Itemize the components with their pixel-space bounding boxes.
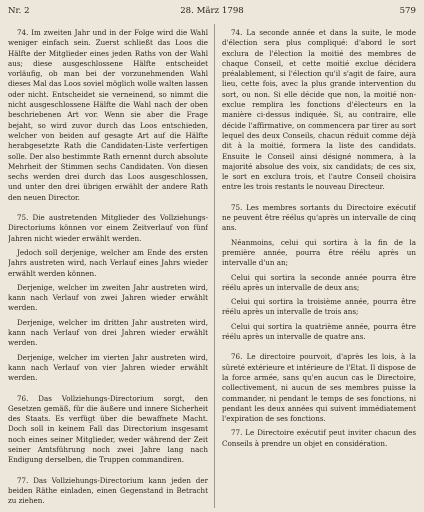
- article-76-de: 76. Das Vollziehungs-Directorium sorgt, den Gesetzen gemäß, für die äußere und innere Sicherheit des Staats. Es verfügt über die bewaffnete Macht. Doch soll in keinem Fall das Directorium insgesamt noch eines seiner Mitglieder, weder während der Zeit seiner Amtsführung noch zwei Jahre lang nach Endigung derselben, die Truppen commandiren.: [8, 393, 208, 465]
- paragraph-de: Derjenige, welcher im dritten Jahr austreten wird, kann nach Verlauf von drei Jahren wieder erwählt werden.: [8, 317, 208, 348]
- paragraph-de: Derjenige, welcher im zweiten Jahr austreten wird, kann nach Verlauf von zwei Jahren wieder erwählt werden.: [8, 282, 208, 313]
- article-75-de: 75. Die austretenden Mitglieder des Vollziehungs-Directoriums können vor einem Zeitverlauf von fünf Jahren nicht wieder erwählt werden.: [8, 213, 208, 243]
- french-text-column: [222, 28, 416, 510]
- article-75-fr: 75. Les membres sortants du Directoire exécutif ne peuvent être réélus qu'après un intervalle de cinq ans.: [222, 202, 416, 233]
- paragraph-de: Jedoch soll derjenige, welcher am Ende des ersten Jahrs austreten wird, nach Verlauf eines Jahrs wieder erwählt werden können.: [8, 247, 208, 278]
- paragraph-fr: Celui qui sortira la seconde année pourra être réélu après un intervalle de deux ans;: [222, 272, 416, 292]
- page-number: 579: [399, 6, 416, 16]
- article-77-fr: 77. Le Directoire exécutif peut inviter chacun des Conseils à prendre un objet en considération.: [222, 428, 416, 448]
- german-text-column: [8, 28, 208, 510]
- article-76-fr: 76. Le directoire pourvoit, d'après les lois, à la sûreté extérieure et intérieure de l'Etat. Il dispose de la force armée, sans qu'en aucun cas le Directoire, collectivement, ni aucun de ses membres puisse la commander, ni pendant le temps de ses fonctions, ni pendant les deux années qui suivent immédiatement l'expiration de ses fonctions.: [222, 352, 416, 424]
- article-74-fr: 74. La seconde année et dans la suite, le mode d'élection sera plus compliqué: d'abord le sort exclura de l'élection la moitié des membres de chaque Conseil, et cette moitié exclue décidera préalablement, si l'élection qu'il s'agit de faire, aura lieu, cette fois, avec la plus grande intervention du sort, ou non. Si elle décide que non, la moitié non-exclue remplira les fonctions d'électeurs en la manière ci-dessus indiquée. Si, au contraire, elle décide l'affirmative, on commencera par tirer au sort lequel des deux Conseils, chacun réduit comme déjà dit à la moitié, formera la liste des candidats. Ensuite le Conseil ainsi désigné nommera, à la majorité absolue des voix, six candidats; de ces six, le sort en exclura trois, et l'autre Conseil choisira entre les trois restants le nouveau Directeur.: [222, 28, 416, 192]
- paragraph-de: Derjenige, welcher im vierten Jahr austreten wird, kann nach Verlauf von vier Jahren wieder erwählt werden.: [8, 352, 208, 383]
- page-header: [8, 4, 416, 18]
- article-74-de: 74. Im zweiten Jahr und in der Folge wird die Wahl weniger einfach sein. Zuerst schließt das Loos die Hälfte der Mitglieder eines jeden Raths von der Wahl aus; diese ausgeschlossene Hälfte entscheidet vorläufig, ob man bei der vorzunehmenden Wahl dieses Mal das Loos soviel möglich wolle walten lassen oder nicht. Entscheidet sie verneinend, so nimmt die nicht ausgeschlossene Hälfte die Wahl nach der oben beschriebenen Art vor. Wenn sie aber die Frage bejaht, so wird zuvor durch das Loos entschieden, welcher von beiden auf gesagte Art auf die Hälfte herabgesetzte Rath die Candidaten-Liste verfertigen solle. Der also bestimmte Rath ernennt durch absolute Mehrheit der Stimmen sechs Candidaten. Von diesen sechs werden drei durch das Loos ausgeschlossen, und unter den drei übrigen erwählt der andere Rath den neuen Director.: [8, 28, 208, 202]
- column-divider: [214, 24, 215, 508]
- page-date: 28. März 1798: [180, 6, 244, 16]
- issue-number: Nr. 2: [8, 6, 30, 16]
- paragraph-fr: Celui qui sortira la quatrième année, pourra être réélu après un intervalle de quatre ans.: [222, 321, 416, 342]
- paragraph-fr: Néanmoins, celui qui sortira à la fin de la première année, pourra être réélu après un intervalle d'un an;: [222, 237, 416, 268]
- paragraph-fr: Celui qui sortira la troisième année, pourra être réélu après un intervalle de trois ans;: [222, 297, 416, 317]
- article-77-de: 77. Das Vollziehungs-Directorium kann jeden der beiden Räthe einladen, einen Gegenstand in Betracht zu ziehen.: [8, 475, 208, 506]
